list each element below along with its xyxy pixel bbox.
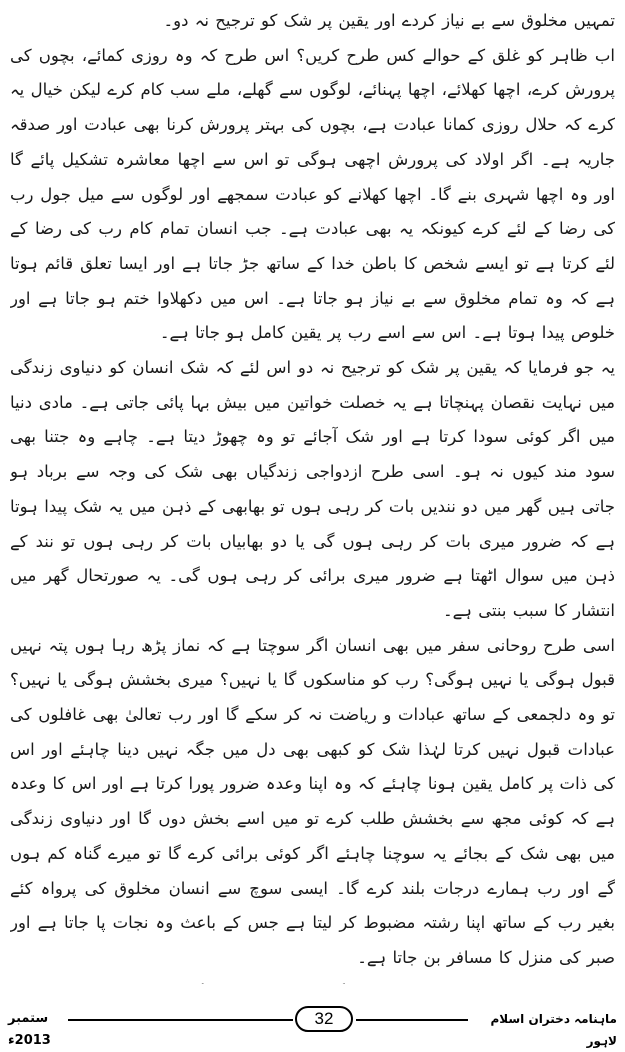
page-footer bbox=[8, 1006, 617, 1048]
numbered-point-4 bbox=[10, 976, 615, 984]
paragraph-2: اب ظاہر کو غلق کے حوالے کس طرح کریں؟ اس طرح کہ وہ روزی کمائے، بچوں کی پرورش کرے، اچھا کھلائے، اچھا پہنائے، لوگوں سے گھلے، ملے سب کام کرے لیکن خیال یہ کرے کہ حلال روزی کمانا عبادت ہے، بچوں کی بہتر پرورش کرنا بھی عبادت اور صدقہ جاریہ ہے۔ اگر اولاد کی پرورش اچھی ہوگی تو اس سے اچھا معاشرہ تشکیل پائے گا اور وہ اچھا شہری بنے گا۔ اچھا کھلانے کو عبادت سمجھے اور لوگوں سے میل جول رب کی رضا کے لئے کرے کیونکہ یہ بھی عبادت ہے۔ جب انسان تمام کام رب کی رضا کے لئے کرتا ہے تو ایسے شخص کا باطن خدا کے ساتھ جڑ جاتا ہے اور ایسا تعلق قائم ہوتا ہے کہ وہ تمام مخلوق سے بے نیاز ہو جاتا ہے۔ اس میں دکھلاوا ختم ہو جاتا ہے اور خلوص پیدا ہوتا ہے۔ اس سے اسے رب پر یقین کامل ہو جاتا ہے۔ bbox=[10, 45, 615, 343]
paragraph-3: یہ جو فرمایا کہ یقین پر شک کو ترجیح نہ دو اس لئے کہ شک انسان کو دنیاوی زندگی میں نہایت نقصان پہنچاتا ہے یہ خصلت خواتین میں بیش بہا پائی جاتی ہے۔ مادی دنیا میں اگر کوئی سودا کرتا ہے اور شک آجائے تو وہ چھوڑ دیتا ہے۔ چاہے وہ جتنا بھی سود مند کیوں نہ ہو۔ اسی طرح ازدواجی زندگیاں بھی شک کی وجہ سے برباد ہو جاتی ہیں گھر میں دو نندیں بات کر رہی ہوں تو بھابھی کے ذہن میں یہ شک پیدا ہوتا ہے کہ ضرور میری بات کر رہی ہوں گی یا دو بھابیاں بات کر رہی ہوں تو نند کے ذہن میں سوال اٹھتا ہے ضرور میری برائی کر رہی ہوں گی۔ یہ صورتحال گھر میں انتشار کا سبب بنتی ہے۔ bbox=[10, 358, 615, 620]
issue-date: ستمبر 2013ء bbox=[8, 1011, 51, 1048]
paragraph-4: اسی طرح روحانی سفر میں بھی انسان اگر سوچتا ہے کہ نماز پڑھ رہا ہوں پتہ نہیں قبول ہوگی یا نہیں ہوگی؟ رب کو مناسکوں گا یا نہیں؟ میری بخشش ہوگی یا نہیں؟ تو وہ دلجمعی کے ساتھ عبادات و ریاضت نہ کر سکے گا اور رب تعالیٰ بھی غافلوں کی عبادات قبول نہیں کرتا لہٰذا شک کو کبھی بھی دل میں جگہ نہیں دینا چاہئے اور اس کی ذات پر کامل یقین ہونا چاہئے کہ وہ اپنا وعدہ ضرور پورا کرتا ہے اور اس کا وعدہ ہے کہ کوئی مجھ سے بخشش طلب کرے تو میں اسے بخش دوں گا اور دنیاوی زندگی میں بھی شک کے بجائے یہ سوچنا چاہئے اگر کوئی برائی کرے گا تو میرے گناہ کم ہوں گے اور رب ہمارے درجات بلند کرے گا۔ ایسی سوچ سے انسان مخلوق کی پرواہ کئے بغیر رب کے ساتھ اپنا رشتہ مضبوط کر لیتا ہے جس کے باعث وہ نجات پا جاتا ہے اور صبر کی منزل کا مسافر بن جاتا ہے۔ bbox=[10, 635, 615, 967]
article-body bbox=[10, 4, 615, 984]
paragraph-1: تمہیں مخلوق سے بے نیاز کردے اور یقین پر شک کو ترجیح نہ دو۔ bbox=[163, 11, 615, 30]
footer-divider-left bbox=[68, 1019, 293, 1021]
magazine-name: ماہنامہ دختران اسلام لاہور bbox=[490, 1012, 617, 1048]
page-number: 32 bbox=[295, 1006, 353, 1032]
footer-divider-right bbox=[356, 1019, 468, 1021]
